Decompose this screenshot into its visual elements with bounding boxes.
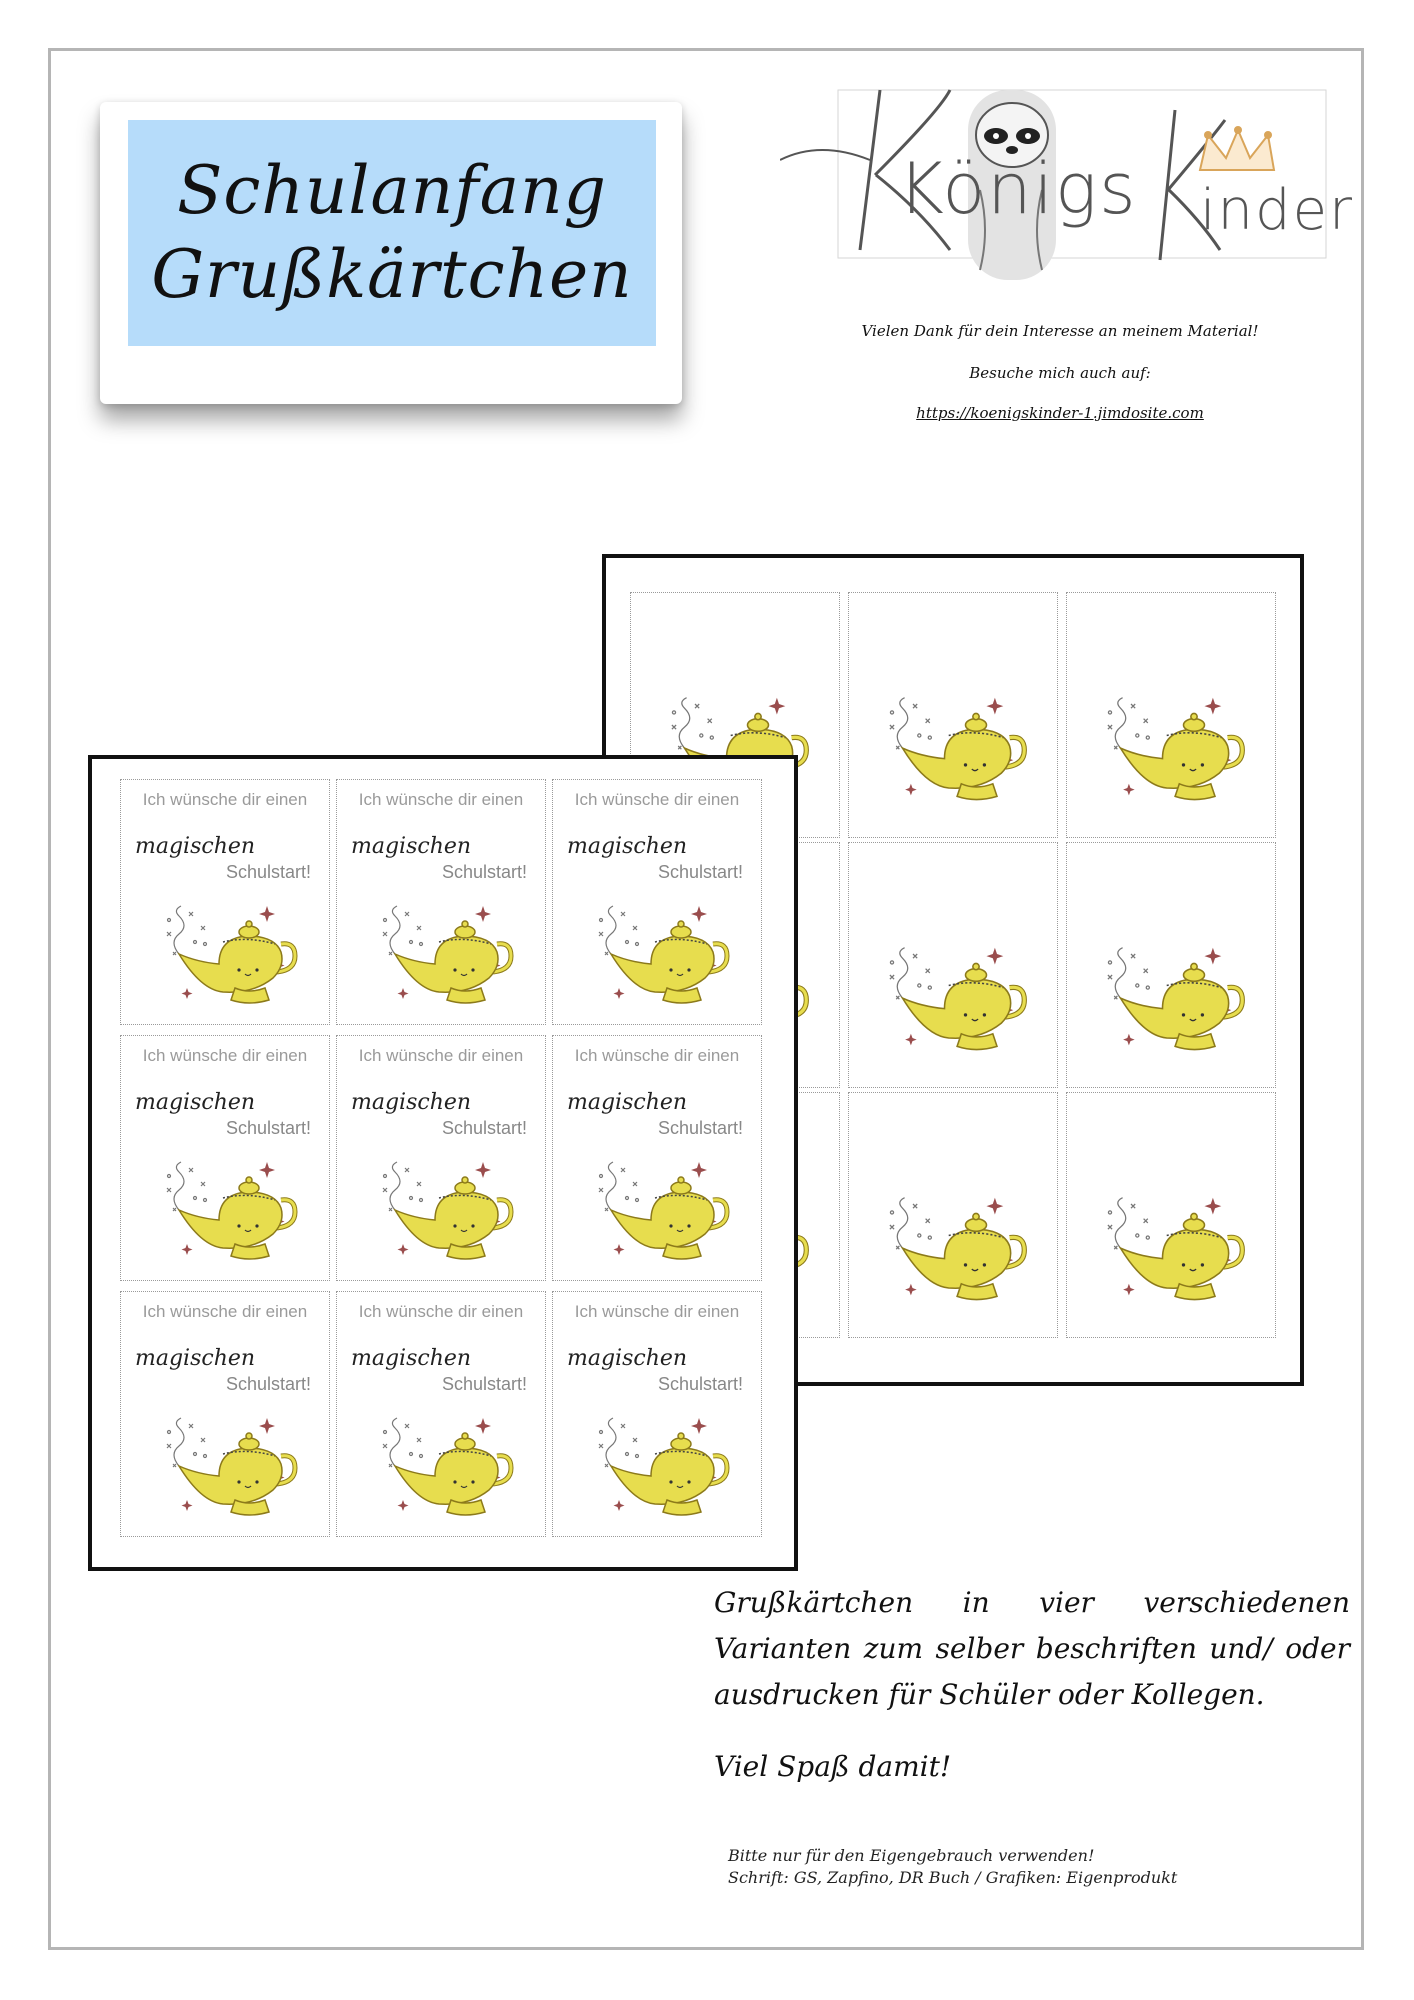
lamp-card — [1066, 842, 1276, 1088]
magic-lamp-icon — [365, 1404, 525, 1524]
card-schoolstart-text: Schulstart! — [657, 1118, 743, 1138]
website-link[interactable]: https://koenigskinder-1.jimdosite.com — [916, 404, 1204, 422]
card-wish-text: Ich wünsche dir einen — [358, 1302, 524, 1321]
magic-lamp-icon — [1089, 1183, 1257, 1309]
greeting-card — [336, 779, 546, 1025]
title-box — [128, 120, 656, 346]
card-schoolstart-text: Schulstart! — [657, 862, 743, 882]
description-text: Grußkärtchen in vier verschiedenen Varianten zum selber beschriften und/ oder ausdrucken für Schüler oder Kollegen. — [714, 1586, 1350, 1711]
greeting-card — [120, 1035, 330, 1281]
card-magic-text: magischen — [351, 1090, 472, 1115]
magic-lamp-icon — [871, 683, 1039, 809]
card-magic-text: magischen — [567, 1346, 688, 1371]
card-magic-text: magischen — [351, 1346, 472, 1371]
card-magic-text: magischen — [351, 834, 472, 859]
card-magic-text: magischen — [567, 1090, 688, 1115]
logo-text-left: Königs — [898, 148, 1138, 230]
lamp-card — [1066, 1092, 1276, 1338]
card-sheet-greetings — [88, 755, 798, 1571]
footer-usage-note: Bitte nur für den Eigengebrauch verwenden! — [728, 1846, 1095, 1865]
card-schoolstart-text: Schulstart! — [441, 1118, 527, 1138]
footer-credits: Schrift: GS, Zapfino, DR Buch / Grafiken: Eigenprodukt — [728, 1868, 1178, 1887]
lamp-card — [1066, 592, 1276, 838]
card-schoolstart-text: Schulstart! — [441, 862, 527, 882]
card-wish-text: Ich wünsche dir einen — [142, 790, 308, 809]
magic-lamp-icon — [871, 1183, 1039, 1309]
magic-lamp-icon — [149, 892, 309, 1012]
lamp-card — [848, 592, 1058, 838]
card-wish-text: Ich wünsche dir einen — [142, 1302, 308, 1321]
logo-text-right: inder — [1200, 178, 1355, 243]
magic-lamp-icon — [365, 1148, 525, 1268]
title-line-1: Schulanfang — [177, 152, 607, 229]
thanks-text: Vielen Dank für dein Interesse an meinem Material! — [861, 322, 1259, 340]
card-wish-text: Ich wünsche dir einen — [358, 1046, 524, 1065]
magic-lamp-icon — [871, 933, 1039, 1059]
greeting-card — [552, 1291, 762, 1537]
card-schoolstart-text: Schulstart! — [225, 1374, 311, 1394]
magic-lamp-icon — [149, 1148, 309, 1268]
greeting-card — [552, 779, 762, 1025]
card-wish-text: Ich wünsche dir einen — [142, 1046, 308, 1065]
koenigskinder-logo — [780, 50, 1355, 280]
card-schoolstart-text: Schulstart! — [441, 1374, 527, 1394]
visit-text: Besuche mich auch auf: — [969, 364, 1151, 382]
lamp-card — [848, 842, 1058, 1088]
title-line-2: Grußkärtchen — [151, 236, 633, 313]
fun-text: Viel Spaß damit! — [714, 1750, 952, 1783]
magic-lamp-icon — [581, 892, 741, 1012]
magic-lamp-icon — [1089, 933, 1257, 1059]
greeting-card — [336, 1291, 546, 1537]
card-magic-text: magischen — [135, 1090, 256, 1115]
greeting-card — [120, 779, 330, 1025]
greeting-card — [336, 1035, 546, 1281]
card-wish-text: Ich wünsche dir einen — [358, 790, 524, 809]
lamp-card — [848, 1092, 1058, 1338]
card-magic-text: magischen — [135, 834, 256, 859]
card-schoolstart-text: Schulstart! — [657, 1374, 743, 1394]
magic-lamp-icon — [149, 1404, 309, 1524]
card-wish-text: Ich wünsche dir einen — [574, 790, 740, 809]
card-magic-text: magischen — [135, 1346, 256, 1371]
card-wish-text: Ich wünsche dir einen — [574, 1046, 740, 1065]
card-magic-text: magischen — [567, 834, 688, 859]
greeting-card — [120, 1291, 330, 1537]
magic-lamp-icon — [581, 1404, 741, 1524]
card-wish-text: Ich wünsche dir einen — [574, 1302, 740, 1321]
magic-lamp-icon — [1089, 683, 1257, 809]
card-schoolstart-text: Schulstart! — [225, 1118, 311, 1138]
card-schoolstart-text: Schulstart! — [225, 862, 311, 882]
magic-lamp-icon — [581, 1148, 741, 1268]
greeting-card — [552, 1035, 762, 1281]
magic-lamp-icon — [365, 892, 525, 1012]
